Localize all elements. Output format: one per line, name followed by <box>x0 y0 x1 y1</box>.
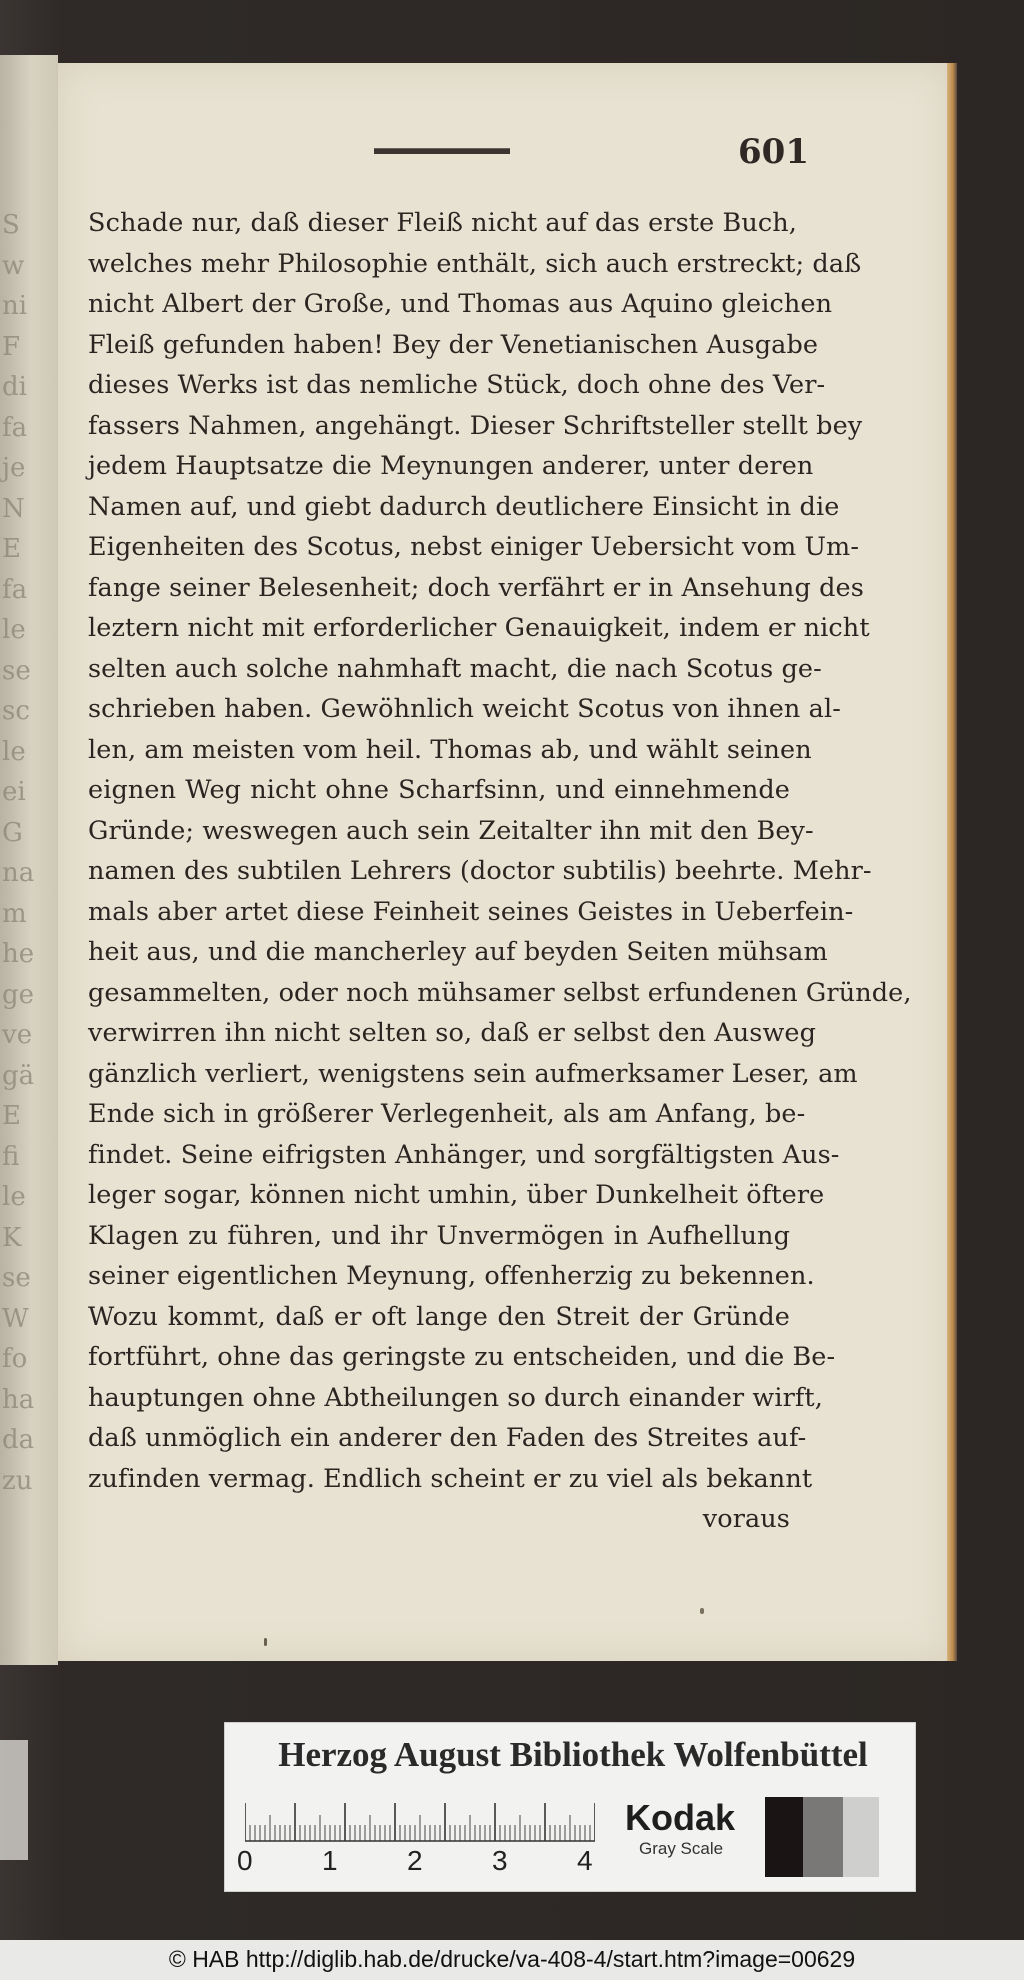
paper-speck <box>700 1608 704 1614</box>
previous-page-fragment: F <box>2 331 21 362</box>
text-line: mals aber artet diese Feinheit seines Geistes in Ueberfein- <box>88 896 854 927</box>
gray-swatch-light <box>843 1797 879 1877</box>
previous-page-fragment: ha <box>2 1384 35 1415</box>
ruler-scale <box>245 1803 595 1843</box>
text-line: gesammelten, oder noch mühsamer selbst erfundenen Gründe, <box>88 977 912 1008</box>
previous-page-fragment: ge <box>2 979 35 1010</box>
text-line: Gründe; weswegen auch sein Zeitalter ihn mit den Bey- <box>88 815 814 846</box>
paper-speck <box>264 1638 267 1646</box>
text-line: Eigenheiten des Scotus, nebst einiger Uebersicht vom Um- <box>88 532 860 562</box>
ruler-label: 2 <box>407 1845 423 1876</box>
ruler-label: 1 <box>322 1845 338 1876</box>
previous-page-fragment: ei <box>2 777 26 807</box>
body-text <box>88 203 912 1540</box>
text-line: selten auch solche nahmhaft macht, die nach Scotus ge- <box>88 653 822 684</box>
previous-page-fragment: W <box>2 1303 29 1334</box>
text-line: heit aus, und die mancherley auf beyden Seiten mühsam <box>88 937 828 967</box>
catchword: voraus <box>702 1504 790 1534</box>
previous-page-fragment: se <box>2 655 31 686</box>
color-reference-card <box>224 1722 916 1892</box>
previous-page-fragment: ni <box>2 291 28 321</box>
text-line: seiner eigentlichen Meynung, offenherzig zu bekennen. <box>88 1261 815 1291</box>
previous-page-fragment: N <box>2 493 25 524</box>
text-line: fortführt, ohne das geringste zu entscheiden, und die Be- <box>88 1342 836 1372</box>
previous-page-ghost-text <box>0 55 58 1501</box>
previous-page-fragment: le <box>2 736 26 767</box>
text-line: leztern nicht mit erforderlicher Genauigkeit, indem er nicht <box>88 613 870 643</box>
text-line: zufinden vermag. Endlich scheint er zu viel als bekannt <box>88 1463 813 1494</box>
footer-copyright-link[interactable]: © HAB http://diglib.hab.de/drucke/va-408-4/start.htm?image=00629 <box>168 1946 856 1972</box>
previous-page-fragment: na <box>2 858 35 888</box>
previous-page-fragment: fo <box>2 1344 28 1374</box>
ruler-label: 4 <box>577 1845 593 1876</box>
text-line: Ende sich in größerer Verlegenheit, als am Anfang, be- <box>88 1099 806 1129</box>
text-line: jedem Hauptsatze die Meynungen anderer, unter deren <box>88 451 814 481</box>
left-paper-strip <box>0 1740 28 1860</box>
text-line: Fleiß gefunden haben! Bey der Venetianischen Ausgabe <box>88 329 819 360</box>
previous-page-fragment: he <box>2 939 35 969</box>
previous-page-fragment: sc <box>2 696 30 726</box>
text-line: welches mehr Philosophie enthält, sich auch erstreckt; daß <box>88 248 862 279</box>
previous-page-fragment: fa <box>2 574 28 605</box>
previous-page-fragment: w <box>2 250 25 281</box>
text-line: namen des subtilen Lehrers (doctor subtilis) beehrte. Mehr- <box>88 856 872 886</box>
previous-page-fragment: da <box>2 1425 35 1455</box>
text-line: schrieben haben. Gewöhnlich weicht Scotus von ihnen al- <box>88 694 841 724</box>
text-line: nicht Albert der Große, und Thomas aus Aquino gleichen <box>88 289 833 319</box>
previous-page-fragment: fi <box>2 1141 20 1172</box>
card-title: Herzog August Bibliothek Wolfenbüttel <box>278 1735 868 1774</box>
ruler-label: 0 <box>237 1845 253 1876</box>
text-line: Schade nur, daß dieser Fleiß nicht auf das erste Buch, <box>88 208 797 238</box>
previous-page-fragment: se <box>2 1263 31 1293</box>
ruler-label: 3 <box>492 1845 508 1876</box>
previous-page-fragment: K <box>2 1222 22 1253</box>
previous-page-fragment: je <box>2 453 26 483</box>
previous-page-fragment: le <box>2 615 26 645</box>
header-rule <box>374 148 510 154</box>
gray-swatch-mid <box>803 1797 843 1877</box>
text-line: Wozu kommt, daß er oft lange den Streit der Gründe <box>88 1301 790 1332</box>
page-edge <box>947 63 957 1661</box>
text-line: eignen Weg nicht ohne Scharfsinn, und einnehmende <box>88 775 790 805</box>
text-line: hauptungen ohne Abtheilungen so durch einander wirft, <box>88 1382 823 1413</box>
text-line: Klagen zu führen, und ihr Unvermögen in Aufhellung <box>88 1220 790 1251</box>
text-line: daß unmöglich ein anderer den Faden des Streites auf- <box>88 1423 807 1453</box>
previous-page-fragment: E <box>2 1101 21 1131</box>
previous-page-fragment: zu <box>2 1465 33 1496</box>
previous-page-fragment: m <box>2 898 27 929</box>
text-line: verwirren ihn nicht selten so, daß er selbst den Ausweg <box>88 1018 817 1048</box>
previous-page-fragment: gä <box>2 1060 35 1091</box>
text-line: gänzlich verliert, wenigstens sein aufmerksamer Leser, am <box>88 1058 858 1089</box>
text-line: fassers Nahmen, angehängt. Dieser Schriftsteller stellt bey <box>88 410 863 441</box>
previous-page-fragment: le <box>2 1182 26 1212</box>
previous-page-fragment: di <box>2 372 27 402</box>
footer-bar <box>0 1940 1024 1980</box>
previous-page-fragment: S <box>2 210 20 240</box>
text-line: leger sogar, können nicht umhin, über Dunkelheit öftere <box>88 1180 825 1210</box>
gray-scale-label: Gray Scale <box>639 1839 724 1858</box>
previous-page-edge <box>0 55 58 1665</box>
previous-page-fragment: ve <box>2 1020 33 1050</box>
text-line: dieses Werks ist das nemliche Stück, doch ohne des Ver- <box>88 370 826 400</box>
text-line: fange seiner Belesenheit; doch verfährt er in Ansehung des <box>88 572 864 603</box>
previous-page-fragment: fa <box>2 412 28 443</box>
text-line: len, am meisten vom heil. Thomas ab, und wählt seinen <box>88 734 812 765</box>
gray-swatch-dark <box>765 1797 803 1877</box>
page-number: 601 <box>738 132 809 172</box>
kodak-logo: Kodak <box>625 1797 736 1838</box>
previous-page-fragment: G <box>2 817 23 848</box>
text-line: Namen auf, und giebt dadurch deutlichere Einsicht in die <box>88 491 840 522</box>
previous-page-fragment: E <box>2 534 21 564</box>
text-line: findet. Seine eifrigsten Anhänger, und sorgfältigsten Aus- <box>88 1139 840 1170</box>
